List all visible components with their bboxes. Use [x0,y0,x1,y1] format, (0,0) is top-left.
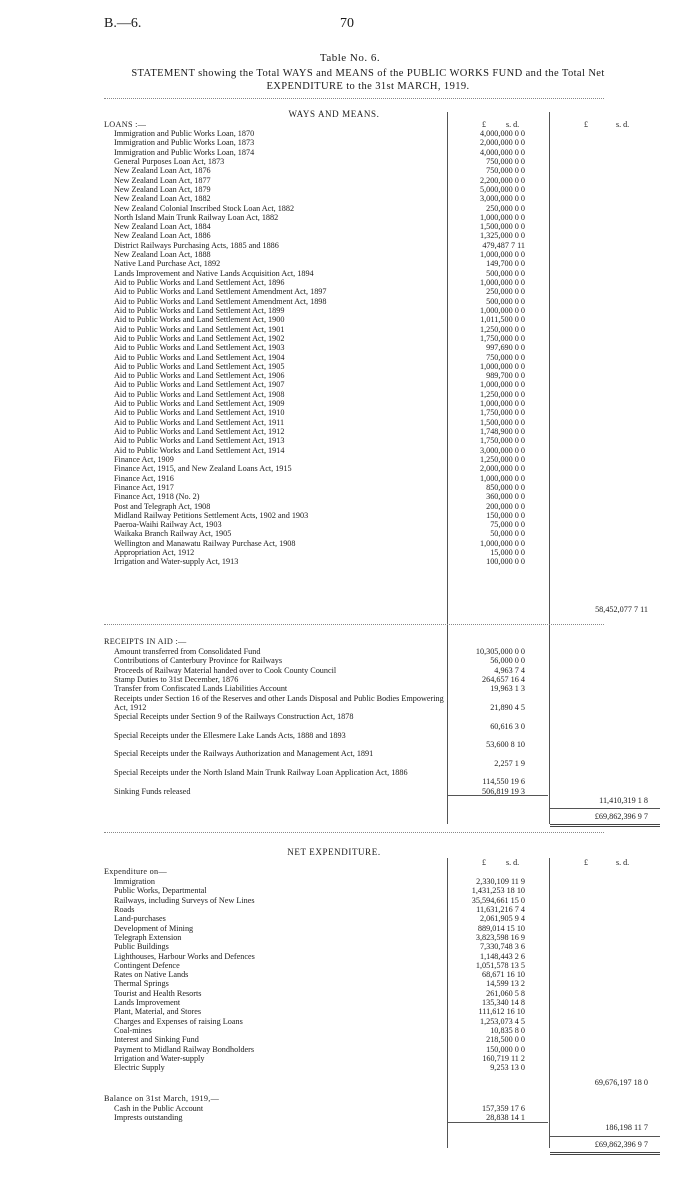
row-amount: 1,000,000 0 0 [479,538,525,548]
row-amount: 500,000 0 0 [486,268,525,278]
row-label: Receipts under Section 16 of the Reserves and other Lands Disposal and Public Bodies Empowering Act, 1912 [114,693,444,712]
row-amount: 1,000,000 0 0 [479,305,525,315]
row-label: Rates on Native Lands [114,970,189,980]
grand-total-rule [550,1136,660,1137]
row-label: Wellington and Manawatu Railway Purchase Act, 1908 [114,538,296,548]
expenditure-list [104,877,664,1073]
receipts-section [104,637,664,796]
row-label: Lighthouses, Harbour Works and Defences [114,951,255,961]
row-label: Immigration and Public Works Loan, 1870 [114,129,255,138]
row-amount: 75,000 0 0 [490,520,525,530]
row-label: Aid to Public Works and Land Settlement Act, 1907 [114,380,285,390]
row-label: Aid to Public Works and Land Settlement Act, 1910 [114,408,285,418]
sd-header: s. d. [616,858,630,867]
row-label: Immigration [114,877,155,886]
table-row [104,138,664,147]
row-amount: 150,000 0 0 [486,510,525,520]
row-amount: 1,750,000 0 0 [479,408,525,418]
row-amount: 1,250,000 0 0 [479,454,525,464]
row-amount: 850,000 0 0 [486,482,525,492]
row-amount: 1,325,000 0 0 [479,231,525,241]
table-row [104,768,664,787]
table-row [104,1104,664,1113]
table-row [104,483,664,492]
row-label: Aid to Public Works and Land Settlement Act, 1914 [114,445,285,455]
row-amount: 21,890 4 5 [490,702,525,712]
receipts-list [104,647,664,796]
grand-total-double-rule [550,1152,660,1155]
row-amount: 135,340 14 8 [482,998,525,1008]
table-row [104,979,664,988]
table-row [104,222,664,231]
table-row [104,511,664,520]
table-row [104,886,664,895]
pound-header: £ [482,858,486,867]
row-label: Contingent Defence [114,960,180,970]
row-amount: 35,594,661 15 0 [471,895,525,905]
row-amount: 3,823,598 16 9 [475,932,525,942]
row-label: Finance Act, 1916 [114,473,174,483]
ways-and-means-section [104,108,664,567]
row-amount: 1,748,900 0 0 [479,427,525,436]
row-amount: 10,305,000 0 0 [475,647,525,656]
ways-grand-total: £69,862,396 9 7 [594,812,648,821]
table-row [104,675,664,684]
table-row [104,989,664,998]
row-label: Aid to Public Works and Land Settlement Amendment Act, 1898 [114,296,327,306]
row-label: New Zealand Colonial Inscribed Stock Loan Act, 1882 [114,203,295,213]
table-row [104,787,664,796]
row-amount: 114,550 19 6 [482,777,525,787]
table-row [104,315,664,324]
row-label: Stamp Duties to 31st December, 1876 [114,674,239,684]
row-label: Waikaka Branch Railway Act, 1905 [114,529,232,539]
table-row [104,241,664,250]
table-row [104,492,664,501]
row-amount: 1,148,443 2 6 [479,951,525,961]
row-amount: 111,612 16 10 [478,1007,525,1017]
row-label: Aid to Public Works and Land Settlement Act, 1908 [114,389,285,399]
table-row [104,204,664,213]
row-label: Aid to Public Works and Land Settlement Act, 1899 [114,305,285,315]
row-amount: 1,000,000 0 0 [479,250,525,260]
row-amount: 750,000 0 0 [486,166,525,176]
row-amount: 3,000,000 0 0 [479,445,525,455]
row-label: Telegraph Extension [114,932,182,942]
row-amount: 4,963 7 4 [494,665,525,675]
grand-total-double-rule [550,824,660,827]
balance-list [104,1104,664,1123]
row-label: Development of Mining [114,923,194,933]
row-label: Imprests outstanding [114,1113,183,1123]
balance-section [104,1094,664,1123]
table-row [104,399,664,408]
row-label: Amount transferred from Consolidated Fund [114,647,261,656]
row-amount: 264,657 16 4 [482,674,525,684]
row-label: North Island Main Trunk Railway Loan Act, 1882 [114,212,279,222]
table-row [104,464,664,473]
table-row [104,666,664,675]
row-label: Finance Act, 1909 [114,454,174,464]
row-label: Native Land Purchase Act, 1892 [114,259,221,269]
row-label: Finance Act, 1918 (No. 2) [114,492,200,502]
row-label: Midland Railway Petitions Settlement Acts, 1902 and 1903 [114,510,309,520]
row-label: Transfer from Confiscated Lands Liabilities Account [114,684,288,694]
row-amount: 261,060 5 8 [486,988,525,998]
row-amount: 1,250,000 0 0 [479,324,525,334]
table-row [104,408,664,417]
row-amount: 15,000 0 0 [490,548,525,558]
balance-total: 186,198 11 7 [605,1123,648,1132]
table-row [104,176,664,185]
row-label: Public Buildings [114,942,169,952]
row-label: General Purposes Loan Act, 1873 [114,156,225,166]
section-rule [104,624,604,625]
table-row [104,343,664,352]
table-row [104,446,664,455]
table-row [104,933,664,942]
row-label: Aid to Public Works and Land Settlement Act, 1901 [114,324,285,334]
row-label: New Zealand Loan Act, 1886 [114,231,211,241]
row-amount: 11,631,216 7 4 [476,904,525,914]
table-row [104,455,664,464]
pound-header: £ [482,120,486,129]
table-row [104,269,664,278]
row-label: Paeroa-Waihi Railway Act, 1903 [114,520,222,530]
table-row [104,194,664,203]
row-amount: 28,838 14 1 [486,1113,525,1123]
sd-header: s. d. [506,858,520,867]
row-amount: 500,000 0 0 [486,296,525,306]
row-amount: 889,014 15 10 [477,923,525,933]
row-amount: 157,359 17 6 [482,1104,525,1113]
row-label: Aid to Public Works and Land Settlement Act, 1896 [114,278,285,287]
row-label: Irrigation and Water-supply Act, 1913 [114,557,239,567]
row-label: Aid to Public Works and Land Settlement Act, 1909 [114,399,285,409]
row-label: Special Receipts under the North Island Main Trunk Railway Loan Application Act, 1886 [114,768,408,778]
loans-total: 58,452,077 7 11 [595,605,648,614]
row-amount: 19,963 1 3 [490,684,525,694]
row-label: Lands Improvement [114,998,181,1008]
row-amount: 1,000,000 0 0 [479,380,525,390]
table-row [104,1063,664,1072]
row-amount: 2,061,905 9 4 [479,914,525,924]
table-row [104,129,664,138]
row-amount: 1,011,500 0 0 [480,315,525,325]
row-label: Aid to Public Works and Land Settlement Act, 1904 [114,352,285,362]
row-label: Charges and Expenses of raising Loans [114,1016,243,1026]
row-amount: 68,671 16 10 [482,970,525,980]
table-row [104,362,664,371]
statement-title: STATEMENT showing the Total WAYS and MEANS of the PUBLIC WORKS FUND and the Total Net EXPENDITURE to the 31st MARCH, 1919. [131,68,605,92]
row-amount: 4,000,000 0 0 [479,129,525,138]
sd-header: s. d. [616,120,630,129]
row-label: New Zealand Loan Act, 1876 [114,166,211,176]
receipts-heading: RECEIPTS IN AID :— [104,637,187,646]
net-expenditure-section [104,846,664,1073]
section-title: WAYS AND MEANS. [288,109,380,119]
row-amount: 750,000 0 0 [486,352,525,362]
row-amount: 1,000,000 0 0 [479,473,525,483]
table-row [104,1113,664,1122]
row-amount: 250,000 0 0 [486,203,525,213]
row-label: Plant, Material, and Stores [114,1007,202,1017]
row-amount: 2,330,109 11 9 [476,877,525,886]
row-label: Aid to Public Works and Land Settlement Act, 1906 [114,371,285,381]
row-amount: 53,600 8 10 [486,740,525,750]
row-amount: 10,835 8 0 [490,1026,525,1035]
row-label: New Zealand Loan Act, 1888 [114,250,211,260]
table-row [104,896,664,905]
table-row [104,1045,664,1054]
column-headers [104,120,664,129]
row-amount: 360,000 0 0 [486,492,525,502]
table-row [104,952,664,961]
row-amount: 3,000,000 0 0 [479,194,525,204]
table-row [104,390,664,399]
row-amount: 1,750,000 0 0 [479,333,525,343]
table-row [104,231,664,240]
row-label: Aid to Public Works and Land Settlement Act, 1913 [114,436,285,446]
expenditure-heading: Expenditure on— [104,867,167,876]
table-row [104,1007,664,1016]
row-amount: 479,487 7 11 [482,240,525,250]
row-label: District Railways Purchasing Acts, 1885 and 1886 [114,240,279,250]
top-rule [104,98,604,99]
table-row [104,961,664,970]
row-label: New Zealand Loan Act, 1882 [114,194,211,204]
page-number: 70 [340,16,354,31]
expenditure-total: 69,676,197 18 0 [594,1078,648,1087]
row-amount: 250,000 0 0 [486,287,525,297]
table-row [104,427,664,436]
balance-rule [448,1122,548,1123]
section-title: NET EXPENDITURE. [287,847,381,857]
row-label: Proceeds of Railway Material handed over to Cook County Council [114,665,337,675]
page-ref: B.—6. [104,16,142,31]
row-amount: 1,500,000 0 0 [479,417,525,427]
table-row [104,185,664,194]
table-row [104,148,664,157]
row-amount: 750,000 0 0 [486,156,525,166]
row-label: Special Receipts under Section 9 of the Railways Construction Act, 1878 [114,712,354,722]
table-row [104,557,664,566]
section-rule [104,832,604,833]
receipts-rule [448,795,548,796]
table-row [104,731,664,750]
table-row [104,684,664,693]
row-label: Irrigation and Water-supply [114,1053,205,1063]
row-label: Payment to Midland Railway Bondholders [114,1044,255,1054]
row-amount: 50,000 0 0 [490,529,525,539]
row-label: Aid to Public Works and Land Settlement Act, 1900 [114,315,285,325]
row-label: Contributions of Canterbury Province for Railways [114,656,283,666]
row-label: Tourist and Health Resorts [114,988,202,998]
table-row [104,1035,664,1044]
row-label: Coal-mines [114,1026,152,1035]
row-label: Thermal Springs [114,979,169,989]
table-row [104,905,664,914]
row-label: Immigration and Public Works Loan, 1874 [114,147,255,157]
row-amount: 149,700 0 0 [486,259,525,269]
table-row [104,353,664,362]
row-label: New Zealand Loan Act, 1884 [114,222,211,232]
table-number: Table No. 6. [319,52,381,64]
table-row [104,1026,664,1035]
row-amount: 2,257 1 9 [494,758,525,768]
table-row [104,998,664,1007]
row-amount: 9,253 13 0 [490,1063,525,1073]
row-label: Lands Improvement and Native Lands Acquisition Act, 1894 [114,268,314,278]
row-amount: 989,700 0 0 [486,371,525,381]
row-label: Aid to Public Works and Land Settlement Act, 1911 [114,417,285,427]
row-amount: 1,431,253 18 10 [471,886,525,896]
row-amount: 1,000,000 0 0 [479,361,525,371]
row-amount: 1,253,073 4 5 [479,1016,525,1026]
row-amount: 1,250,000 0 0 [479,389,525,399]
column-headers [104,858,664,867]
row-amount: 506,819 19 3 [482,786,525,796]
table-row [104,749,664,768]
table-row [104,502,664,511]
row-label: Appropriation Act, 1912 [114,548,195,558]
row-label: Post and Telegraph Act, 1908 [114,501,211,511]
table-row [104,694,664,713]
table-row [104,474,664,483]
row-amount: 200,000 0 0 [486,501,525,511]
row-amount: 56,000 0 0 [490,656,525,666]
row-amount: 7,330,748 3 6 [479,942,525,952]
receipts-total: 11,410,319 1 8 [599,796,648,805]
row-label: Electric Supply [114,1063,165,1073]
table-row [104,287,664,296]
table-row [104,914,664,923]
row-label: Aid to Public Works and Land Settlement Act, 1903 [114,343,285,353]
loans-heading: LOANS :— [104,120,147,129]
sd-header: s. d. [506,120,520,129]
table-row [104,259,664,268]
pound-header: £ [584,120,588,129]
row-label: New Zealand Loan Act, 1877 [114,175,211,185]
row-label: Special Receipts under the Railways Authorization and Management Act, 1891 [114,749,374,759]
table-row [104,1054,664,1063]
table-row [104,548,664,557]
loans-list [104,129,664,567]
table-row [104,371,664,380]
row-amount: 1,500,000 0 0 [479,222,525,232]
table-row [104,297,664,306]
table-row [104,306,664,315]
row-amount: 60,616 3 0 [490,721,525,731]
row-label: Cash in the Public Account [114,1104,204,1113]
table-row [104,942,664,951]
table-row [104,436,664,445]
table-row [104,166,664,175]
table-row [104,334,664,343]
row-amount: 100,000 0 0 [486,557,525,567]
table-row [104,539,664,548]
row-label: Sinking Funds released [114,786,191,796]
table-row [104,924,664,933]
table-row [104,325,664,334]
row-amount: 2,000,000 0 0 [479,464,525,474]
row-amount: 997,690 0 0 [486,343,525,353]
grand-total-rule [550,808,660,809]
row-label: Aid to Public Works and Land Settlement Act, 1912 [114,427,285,436]
table-row [104,877,664,886]
net-grand-total: £69,862,396 9 7 [594,1140,648,1149]
table-row [104,712,664,731]
row-amount: 160,719 11 2 [482,1053,525,1063]
table-row [104,213,664,222]
row-amount: 1,000,000 0 0 [479,212,525,222]
row-label: Land-purchases [114,914,166,924]
row-amount: 1,750,000 0 0 [479,436,525,446]
row-label: Aid to Public Works and Land Settlement Act, 1902 [114,333,285,343]
pound-header: £ [584,858,588,867]
row-amount: 5,000,000 0 0 [479,184,525,194]
row-amount: 4,000,000 0 0 [479,147,525,157]
row-label: Aid to Public Works and Land Settlement Act, 1905 [114,361,285,371]
row-label: Public Works, Departmental [114,886,207,896]
table-row [104,250,664,259]
table-row [104,1017,664,1026]
row-label: Railways, including Surveys of New Lines [114,895,255,905]
table-row [104,380,664,389]
table-row [104,278,664,287]
table-row [104,418,664,427]
row-amount: 1,000,000 0 0 [479,399,525,409]
table-row [104,529,664,538]
table-row [104,520,664,529]
row-label: Finance Act, 1915, and New Zealand Loans Act, 1915 [114,464,292,474]
row-label: Special Receipts under the Ellesmere Lake Lands Acts, 1888 and 1893 [114,730,346,740]
row-label: Finance Act, 1917 [114,482,174,492]
table-row [104,157,664,166]
row-label: New Zealand Loan Act, 1879 [114,184,211,194]
table-row [104,970,664,979]
row-amount: 218,500 0 0 [486,1035,525,1045]
balance-heading: Balance on 31st March, 1919,— [104,1094,220,1103]
row-label: Interest and Sinking Fund [114,1035,199,1045]
row-amount: 14,599 13 2 [486,979,525,989]
row-amount: 2,200,000 0 0 [479,175,525,185]
row-label: Roads [114,904,135,914]
table-row [104,647,664,656]
row-amount: 1,051,578 13 5 [475,960,525,970]
row-label: Immigration and Public Works Loan, 1873 [114,138,255,148]
table-row [104,656,664,665]
row-amount: 150,000 0 0 [486,1044,525,1054]
row-label: Aid to Public Works and Land Settlement Amendment Act, 1897 [114,287,327,297]
row-amount: 1,000,000 0 0 [479,278,525,287]
row-amount: 2,000,000 0 0 [479,138,525,148]
